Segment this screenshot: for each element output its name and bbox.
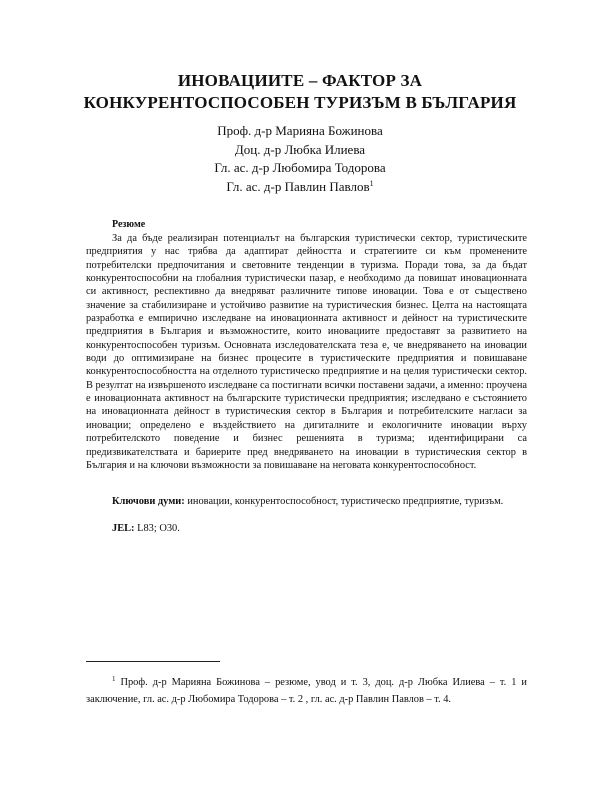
author-4: Гл. ас. д-р Павлин Павлов$^1$ xyxy=(226,178,374,194)
footnote-marker: 1 xyxy=(369,178,374,188)
title-line-2: КОНКУРЕНТОСПОСОБЕН ТУРИЗЪМ В БЪЛГАРИЯ xyxy=(83,93,517,112)
footnote xyxy=(86,674,527,708)
jel-label: JEL: xyxy=(112,523,135,534)
keywords-label: Ключови думи: xyxy=(112,496,185,507)
jel-text: L83; O30. xyxy=(137,523,180,534)
footnote-number: 1 xyxy=(112,675,116,683)
keywords-text: иновации, конкурентоспособност, туристическо предприятие, туризъм. xyxy=(187,496,504,507)
jel-codes xyxy=(112,522,180,536)
footnote-text: Проф. д-р Марияна Божинова – резюме, увод и т. 3, доц. д-р Любка Илиева – т. 1 и заключение, гл. ас. д-р Любомира Тодорова – т. 2 , гл. ас. д-р Павлин Павлов – т. 4. xyxy=(86,677,527,705)
keywords xyxy=(86,495,527,509)
abstract-heading: Резюме xyxy=(112,219,146,230)
footnote-divider xyxy=(86,661,220,662)
title-line-1: ИНОВАЦИИТЕ – ФАКТОР ЗА xyxy=(177,71,423,90)
author-list xyxy=(150,122,450,196)
paper-title xyxy=(60,70,540,114)
author-1: Проф. д-р Марияна Божинова xyxy=(217,123,383,138)
author-3: Гл. ас. д-р Любомира Тодорова xyxy=(214,160,386,175)
abstract-text: За да бъде реализиран потенциалът на българския туристически сектор, туристическите предприятия у нас трябва да адаптират дейността и стратегиите си към променените потребителски предпочитания и световните тенденции в туризма. Поради това, за да бъдат конкурентоспособни на глобалния туристически пазар, е необходимо да повишат иновационната си активност, респективно да внедряват различните типове иновации. Това е от съществено значение за стабилизиране и устойчиво развитие на туристическия бизнес. Целта на настоящата разработка е емпирично изследване на иновационната активност и дейност на туристическите предприятия в България и възможностите, които иновациите предоставят за развитието на конкурентоспособен туризъм. Основната изследователската теза е, че внедряването на иновации води до оптимизиране на бизнес процесите в туристическите предприятия и повишаване конкурентоспособността на отделното туристическо предприятие и на целия туристически сектор. В резултат на извършеното изследване са постигнати всички поставени задачи, а именно: проучена е иновационната активност на българските туристически предприятия; изследвано е състоянието на иновационната дейност в туристическия сектор в България и потребителските нагласи за иновации; определено е въздействието на дигиталните и екологичните иновации върху потребителското поведение и бизнес решенията в туризма; идентифицирани са предизвикателствата и бариерите пред внедряването на иновации в туристическия сектор в България и на ключови възможности за повишаване на неговата конкурентоспособност. xyxy=(86,233,527,471)
author-2: Доц. д-р Любка Илиева xyxy=(234,141,366,157)
